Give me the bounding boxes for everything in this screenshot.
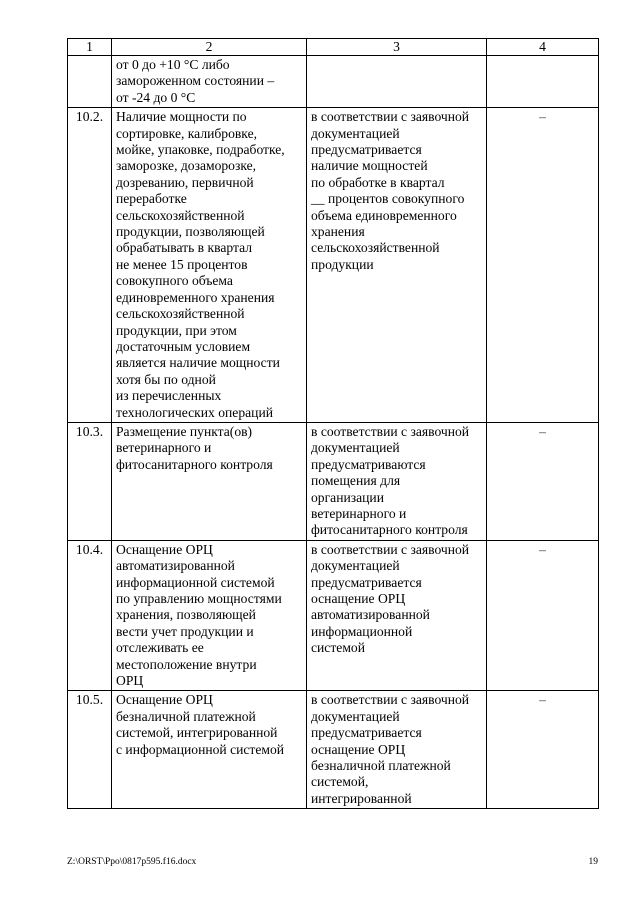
cell-line: технологических операций bbox=[116, 404, 273, 420]
cell-line: предусматривается bbox=[311, 574, 422, 590]
cell-line: безналичной платежной bbox=[311, 758, 451, 774]
cell-line: предусматривается bbox=[311, 142, 422, 158]
confirmation-cell bbox=[307, 108, 487, 423]
cell-line: ОРЦ bbox=[116, 673, 144, 689]
requirement-cell bbox=[112, 540, 307, 691]
cont-line: от -24 до 0 °С bbox=[116, 89, 196, 105]
cell-line: системой, интегрированной bbox=[116, 725, 278, 741]
continuation-row bbox=[68, 56, 599, 108]
cell-line: фитосанитарного контроля bbox=[311, 522, 468, 538]
cell-line: сельскохозяйственной bbox=[116, 207, 245, 223]
cell-line: в соответствии с заявочной bbox=[311, 692, 470, 708]
requirement-cell bbox=[112, 108, 307, 423]
cont-line: от 0 до +10 °С либо bbox=[116, 57, 230, 72]
cell-line: документацией bbox=[311, 125, 400, 141]
cell-line: дозреванию, первичной bbox=[116, 174, 254, 190]
cell-line: достаточным условием bbox=[116, 338, 251, 354]
cell-line: хранения bbox=[311, 224, 365, 240]
header-cell-1: 1 bbox=[68, 39, 112, 56]
cell-line: информационной bbox=[311, 623, 413, 639]
cell-line: хотя бы по одной bbox=[116, 371, 216, 387]
cell-line: совокупного объема bbox=[116, 273, 233, 289]
cell-line: помещения для bbox=[311, 473, 401, 489]
row-number-cell: 10.3. bbox=[68, 422, 112, 540]
cell-line: ветеринарного и bbox=[116, 440, 212, 456]
value-cell: – bbox=[487, 691, 599, 809]
cell-line: является наличие мощности bbox=[116, 355, 280, 371]
cell-line: документацией bbox=[311, 440, 400, 456]
cell-line: продукции, при этом bbox=[116, 322, 237, 338]
confirmation-cell bbox=[307, 422, 487, 540]
cont-description-cell bbox=[112, 56, 307, 108]
table-row bbox=[68, 691, 599, 809]
cell-line: Наличие мощности по bbox=[116, 109, 247, 125]
cell-line: Размещение пункта(ов) bbox=[116, 423, 253, 439]
cell-line: фитосанитарного контроля bbox=[116, 456, 273, 472]
footer-page-number: 19 bbox=[588, 857, 598, 867]
cont-col4-cell bbox=[487, 56, 599, 108]
cell-line: организации bbox=[311, 489, 384, 505]
header-cell-3: 3 bbox=[307, 39, 487, 56]
cell-line: __ процентов совокупного bbox=[311, 191, 465, 207]
cell-line: по обработке в квартал bbox=[311, 174, 445, 190]
header-cell-2: 2 bbox=[112, 39, 307, 56]
rows-body bbox=[68, 108, 599, 809]
cell-line: обрабатывать в квартал bbox=[116, 240, 253, 256]
value-cell: – bbox=[487, 540, 599, 691]
confirmation-cell bbox=[307, 691, 487, 809]
row-number-cell: 10.4. bbox=[68, 540, 112, 691]
cell-line: в соответствии с заявочной bbox=[311, 541, 470, 557]
cell-line: системой bbox=[311, 640, 365, 656]
cell-line: сельскохозяйственной bbox=[116, 306, 245, 322]
cell-line: из перечисленных bbox=[116, 388, 222, 404]
cell-line: документацией bbox=[311, 708, 400, 724]
value-cell: – bbox=[487, 108, 599, 423]
cell-line: объема единовременного bbox=[311, 207, 457, 223]
cell-line: в соответствии с заявочной bbox=[311, 423, 470, 439]
table-row bbox=[68, 422, 599, 540]
cell-line: документацией bbox=[311, 558, 400, 574]
requirement-cell bbox=[112, 691, 307, 809]
cell-line: в соответствии с заявочной bbox=[311, 109, 470, 125]
cell-line: автоматизированной bbox=[116, 558, 235, 574]
cell-line: Оснащение ОРЦ bbox=[116, 541, 213, 557]
cell-line: оснащение ОРЦ bbox=[311, 741, 406, 757]
cont-line: замороженном состоянии – bbox=[116, 73, 275, 89]
cell-line: предусматриваются bbox=[311, 456, 426, 472]
cell-line: отслеживать ее bbox=[116, 640, 204, 656]
cell-line: интегрированной bbox=[311, 790, 412, 806]
cell-line: предусматривается bbox=[311, 725, 422, 741]
requirements-table bbox=[67, 38, 599, 809]
row-number-cell: 10.2. bbox=[68, 108, 112, 423]
cell-line: по управлению мощностями bbox=[116, 591, 282, 606]
cell-line: вести учет продукции и bbox=[116, 623, 254, 639]
cell-line: оснащение ОРЦ bbox=[311, 591, 406, 606]
cell-line: сортировке, калибровке, bbox=[116, 125, 258, 141]
cell-line: с информационной системой bbox=[116, 741, 285, 757]
cell-line: наличие мощностей bbox=[311, 158, 428, 174]
cell-line: Оснащение ОРЦ bbox=[116, 692, 213, 708]
cont-col3-cell bbox=[307, 56, 487, 108]
header-row bbox=[68, 39, 599, 56]
confirmation-cell bbox=[307, 540, 487, 691]
cell-line: продукции, позволяющей bbox=[116, 224, 265, 240]
cell-line: переработке bbox=[116, 191, 187, 207]
value-cell: – bbox=[487, 422, 599, 540]
row-number-cell: 10.5. bbox=[68, 691, 112, 809]
cell-line: системой, bbox=[311, 774, 369, 790]
cell-line: безналичной платежной bbox=[116, 708, 256, 724]
cell-line: сельскохозяйственной bbox=[311, 240, 440, 256]
header-cell-4: 4 bbox=[487, 39, 599, 56]
cell-line: продукции bbox=[311, 256, 374, 272]
cell-line: автоматизированной bbox=[311, 607, 430, 623]
cell-line: местоположение внутри bbox=[116, 656, 257, 672]
cell-line: хранения, позволяющей bbox=[116, 607, 256, 623]
requirement-cell bbox=[112, 422, 307, 540]
table-row bbox=[68, 540, 599, 691]
cell-line: не менее 15 процентов bbox=[116, 256, 248, 272]
cell-line: заморозке, дозаморозке, bbox=[116, 158, 257, 174]
footer-file-path: Z:\ORST\Ppo\0817p595.f16.docx bbox=[67, 857, 197, 867]
cell-line: мойке, упаковке, подработке, bbox=[116, 142, 285, 158]
cell-line: единовременного хранения bbox=[116, 289, 275, 305]
cell-line: информационной системой bbox=[116, 574, 275, 590]
cell-line: ветеринарного и bbox=[311, 505, 407, 521]
cont-num-cell bbox=[68, 56, 112, 108]
table-row bbox=[68, 108, 599, 423]
